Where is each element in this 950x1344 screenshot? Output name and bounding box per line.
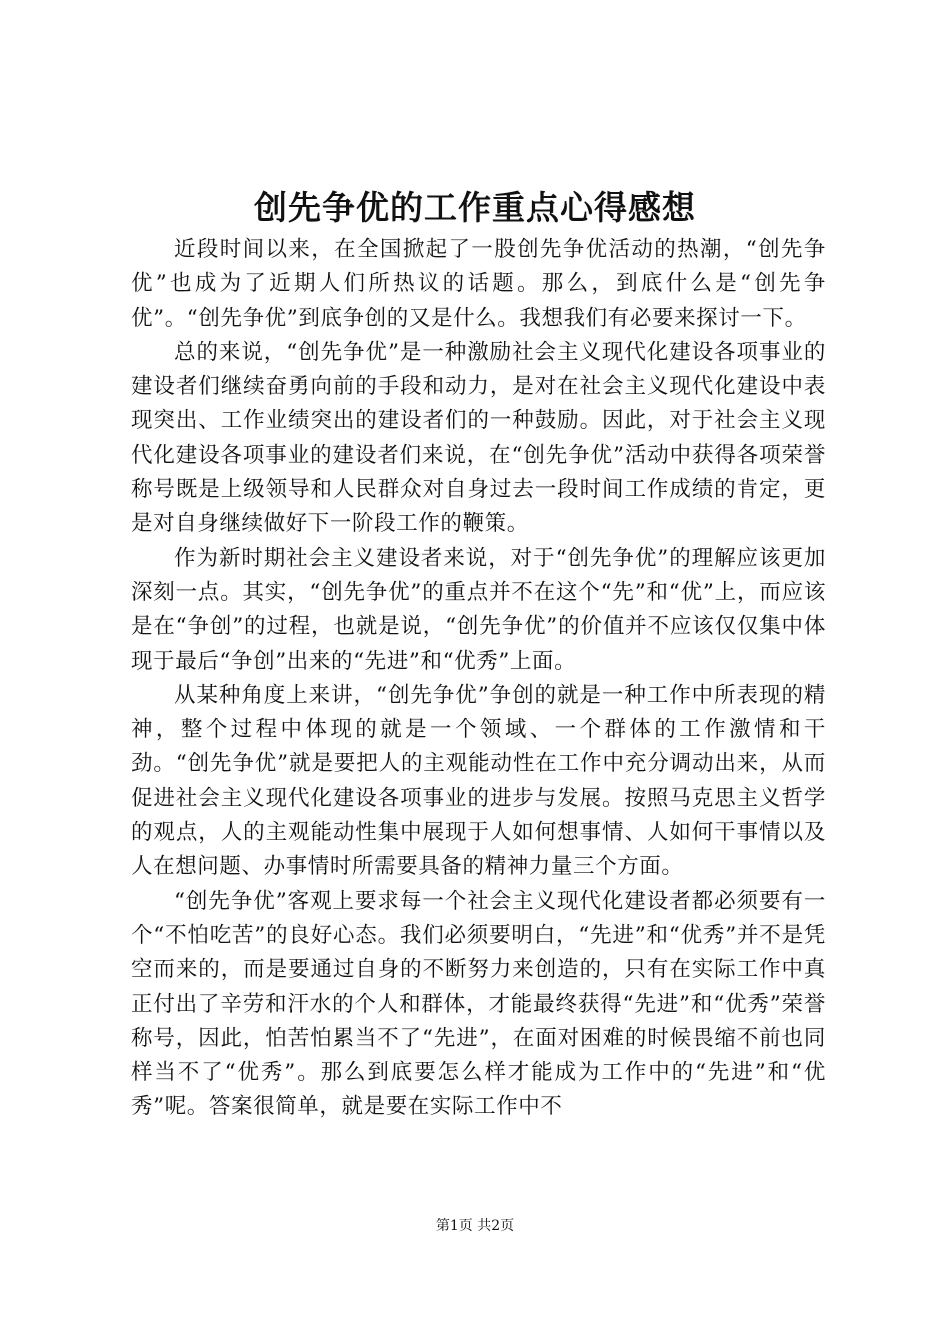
- paragraph-2: 总的来说，“创先争优”是一种激励社会主义现代化建设各项事业的建设者们继续奋勇向前的手段和动力，是对在社会主义现代化建设中表现突出、工作业绩突出的建设者们的一种鼓励。因此，对于社会主义现代化建设各项事业的建设者们来说，在“创先争优”活动中获得各项荣誉称号既是上级领导和人民群众对自身过去一段时间工作成绩的肯定，更是对自身继续做好下一阶段工作的鞭策。: [131, 339, 826, 537]
- paragraph-5: “创先争优”客观上要求每一个社会主义现代化建设者都必须要有一个“不怕吃苦”的良好心态。我们必须要明白，“先进”和“优秀”并不是凭空而来的，而是要通过自身的不断努力来创造的，只有在实际工作中真正付出了辛劳和汗水的个人和群体，才能最终获得“先进”和“优秀”荣誉称号，因此，怕苦怕累当不了“先进”，在面对困难的时候畏缩不前也同样当不了“优秀”。那么到底要怎么样才能成为工作中的“先进”和“优秀”呢。答案很简单，就是要在实际工作中不: [131, 888, 826, 1120]
- paragraph-3: 作为新时期社会主义建设者来说，对于“创先争优”的理解应该更加深刻一点。其实，“创先争优”的重点并不在这个“先”和“优”上，而应该是在“争创”的过程，也就是说，“创先争优”的价值并不应该仅仅集中体现于最后“争创”出来的“先进”和“优秀”上面。: [131, 545, 826, 674]
- page-number-footer: 第1页 共2页: [435, 1218, 515, 1234]
- paragraph-4: 从某种角度上来讲，“创先争优”争创的就是一种工作中所表现的精神，整个过程中体现的就是一个领域、一个群体的工作激情和干劲。“创先争优”就是要把人的主观能动性在工作中充分调动出来，从而促进社会主义现代化建设各项事业的进步与发展。按照马克思主义哲学的观点，人的主观能动性集中展现于人如何想事情、人如何干事情以及人在想问题、办事情时所需要具备的精神力量三个方面。: [131, 682, 826, 880]
- paragraph-1: 近段时间以来，在全国掀起了一股创先争优活动的热潮，“创先争优”也成为了近期人们所热议的话题。那么，到底什么是“创先争优”。“创先争优”到底争创的又是什么。我想我们有必要来探讨一下。: [131, 237, 826, 331]
- document-title: 创先争优的工作重点心得感想: [254, 188, 696, 227]
- document-body: [131, 233, 826, 1125]
